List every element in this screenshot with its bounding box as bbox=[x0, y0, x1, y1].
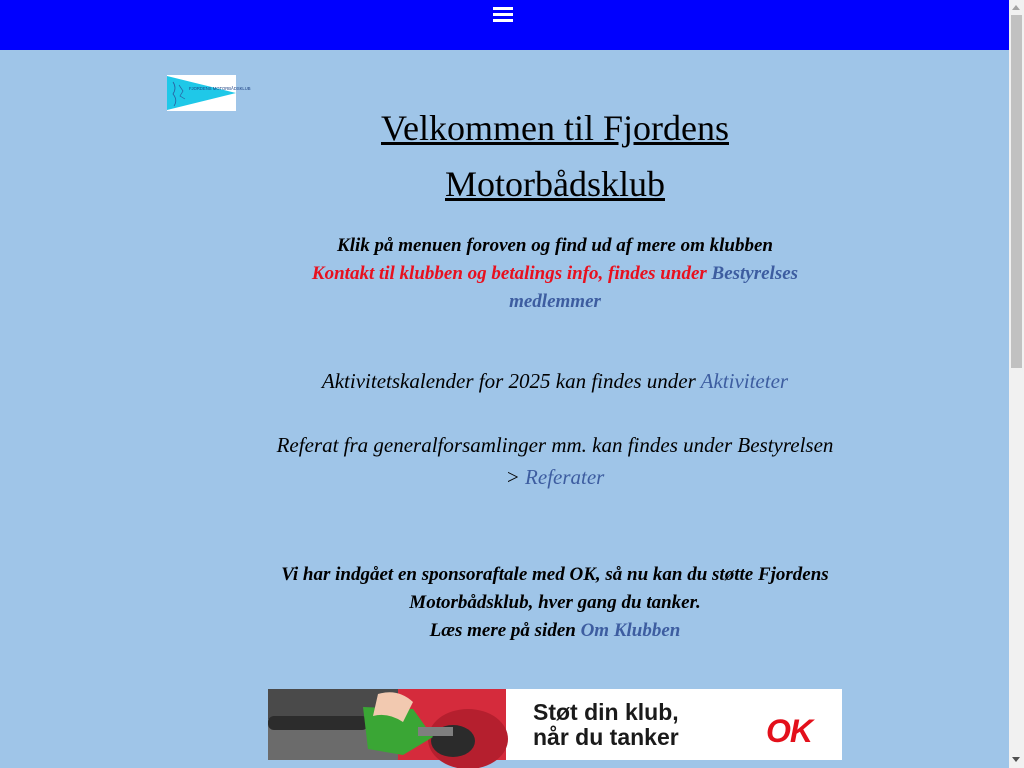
sponsor-more-text: Læs mere på siden bbox=[429, 620, 576, 641]
calendar-text: Aktivitetskalender for 2025 kan findes under bbox=[321, 369, 696, 393]
title-line-1: Velkommen til Fjordens bbox=[381, 108, 729, 148]
activities-link[interactable]: Aktiviteter bbox=[700, 369, 789, 393]
sponsor-block bbox=[268, 561, 842, 645]
sponsor-line-1: Vi har indgået en sponsoraftale med OK, så nu kan du støtte Fjordens bbox=[281, 564, 829, 585]
top-nav-bar bbox=[0, 0, 1009, 50]
sponsor-line-2: Motorbådsklub, hver gang du tanker. bbox=[409, 592, 701, 613]
board-members-link[interactable]: Bestyrelses medlemmer bbox=[509, 263, 799, 312]
intro-text: Klik på menuen foroven og find ud af mere om klubben bbox=[337, 235, 773, 256]
ok-sponsor-banner[interactable] bbox=[268, 689, 842, 760]
intro-block bbox=[268, 232, 842, 316]
main-content bbox=[268, 100, 842, 645]
ad-slogan-line-2: når du tanker bbox=[533, 724, 679, 750]
minutes-link[interactable]: Referater bbox=[525, 465, 605, 489]
scroll-down-icon[interactable] bbox=[1012, 757, 1020, 762]
minutes-prefix: > bbox=[505, 465, 520, 489]
title-line-2: Motorbådsklub bbox=[445, 164, 665, 204]
ad-slogan-line-1: Støt din klub, bbox=[533, 699, 679, 725]
hamburger-menu-icon[interactable] bbox=[493, 7, 513, 23]
vertical-scrollbar[interactable] bbox=[1009, 0, 1024, 768]
minutes-text: Referat fra generalforsamlinger mm. kan findes under Bestyrelsen bbox=[276, 433, 834, 457]
scrollbar-thumb[interactable] bbox=[1011, 15, 1022, 368]
calendar-paragraph bbox=[268, 365, 842, 397]
minutes-paragraph bbox=[268, 429, 842, 493]
contact-text: Kontakt til klubben og betalings info, findes under bbox=[311, 263, 707, 284]
club-pennant-logo bbox=[167, 75, 251, 111]
fuel-nozzle-photo bbox=[268, 689, 506, 760]
logo-text: FJORDENS MOTORBÅDSKLUB bbox=[189, 86, 251, 91]
scroll-up-icon[interactable] bbox=[1012, 5, 1020, 10]
page-title bbox=[268, 100, 842, 212]
about-club-link[interactable]: Om Klubben bbox=[580, 620, 681, 641]
ad-slogan bbox=[533, 700, 679, 750]
club-logo[interactable] bbox=[167, 75, 251, 111]
ok-brand-logo: OK bbox=[766, 713, 812, 749]
